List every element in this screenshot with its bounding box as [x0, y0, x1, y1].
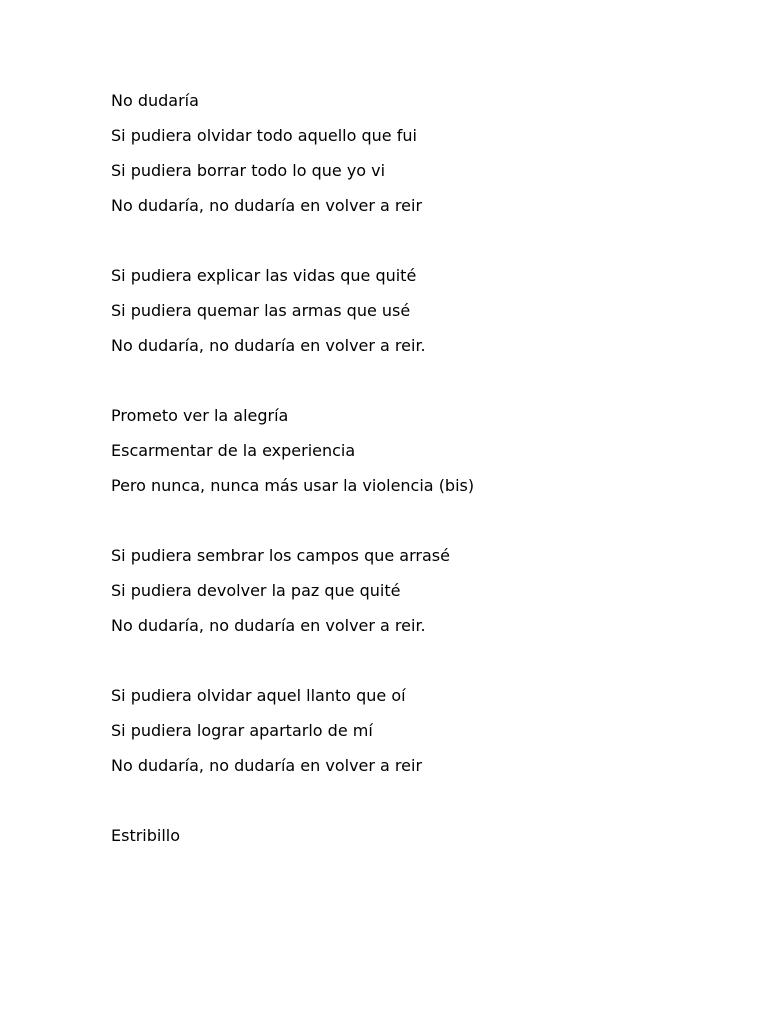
stanza-3 [111, 398, 731, 503]
stanza-1 [111, 83, 731, 223]
stanza-6 [111, 818, 731, 853]
lyric-line: Pero nunca, nunca más usar la violencia (bis) [111, 476, 475, 495]
lyric-line: Si pudiera lograr apartarlo de mí [111, 721, 373, 740]
lyric-line: Escarmentar de la experiencia [111, 441, 356, 460]
lyric-line: Prometo ver la alegría [111, 406, 289, 425]
stanza-5 [111, 678, 731, 783]
lyric-line: Si pudiera sembrar los campos que arrasé [111, 546, 450, 565]
lyric-line: No dudaría, no dudaría en volver a reir. [111, 616, 426, 635]
lyric-line: Si pudiera olvidar todo aquello que fui [111, 126, 417, 145]
lyric-line: Si pudiera explicar las vidas que quité [111, 266, 417, 285]
lyric-line: No dudaría, no dudaría en volver a reir [111, 756, 423, 775]
lyric-line: Si pudiera borrar todo lo que yo vi [111, 161, 386, 180]
stanza-2 [111, 258, 731, 363]
lyric-line: No dudaría, no dudaría en volver a reir. [111, 336, 426, 355]
lyric-line: Si pudiera olvidar aquel llanto que oí [111, 686, 406, 705]
lyric-line: No dudaría, no dudaría en volver a reir [111, 196, 423, 215]
lyric-line: Si pudiera devolver la paz que quité [111, 581, 401, 600]
lyric-line: No dudaría [111, 91, 199, 110]
lyrics-body [111, 83, 731, 888]
chorus-label: Estribillo [111, 826, 181, 845]
lyric-line: Si pudiera quemar las armas que usé [111, 301, 411, 320]
stanza-4 [111, 538, 731, 643]
